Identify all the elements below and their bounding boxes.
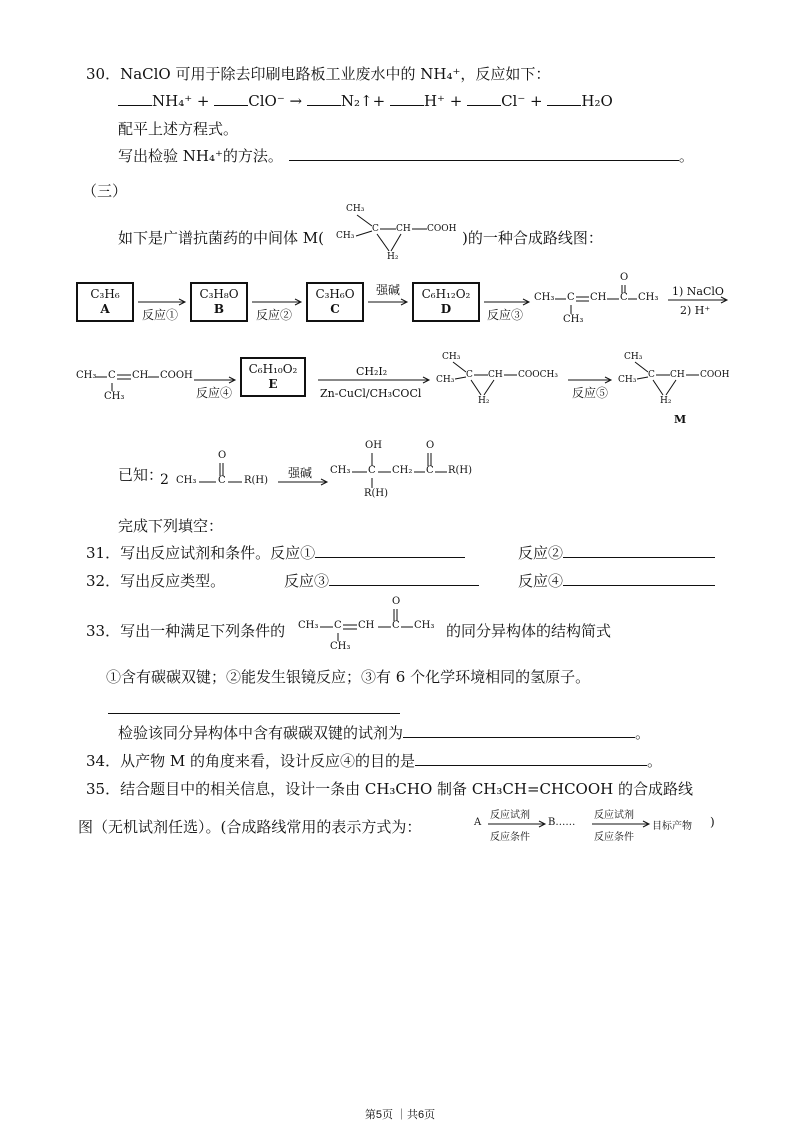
known-product xyxy=(330,440,490,502)
route-reagent-1: 反应试剂 xyxy=(490,810,530,821)
intro-post: )的一种合成路线图： xyxy=(462,229,603,247)
atom: CH₂ xyxy=(392,465,413,476)
arrow-label: 反应③ xyxy=(487,308,524,322)
route1-product xyxy=(534,272,666,328)
atom: C xyxy=(108,370,116,381)
bonds xyxy=(330,440,490,502)
blank-2[interactable] xyxy=(214,91,248,106)
q32-blank-1[interactable] xyxy=(329,571,479,586)
atom: C xyxy=(620,292,628,303)
q34-line xyxy=(86,750,662,771)
atom: C xyxy=(334,620,342,631)
q35-line2: 图（无机试剂任选）。(合成路线常用的表示方式为： xyxy=(78,818,422,836)
atom: CH xyxy=(358,620,375,631)
q35-route-example xyxy=(474,806,726,842)
route-reagent-2: 反应试剂 xyxy=(594,810,634,821)
atom: CH₃ xyxy=(436,375,455,385)
atom: COOCH₃ xyxy=(518,370,558,380)
q32-blank-2[interactable] xyxy=(563,571,715,586)
atom: H₂ xyxy=(387,252,399,262)
eq-term-2: ClO⁻ → xyxy=(248,92,303,110)
formula: C₃H₆ xyxy=(90,287,120,301)
arrow-label-bottom: 2) H⁺ xyxy=(680,304,711,317)
q30-answer-blank[interactable] xyxy=(289,146,679,161)
q31-line xyxy=(86,542,465,563)
atom: CH₃ xyxy=(176,475,197,486)
formula: C₆H₁₂O₂ xyxy=(421,287,471,301)
atom: C xyxy=(426,465,434,476)
intro-pre: 如下是广谱抗菌药的中间体 M( xyxy=(118,229,324,247)
route-condition-1: 反应条件 xyxy=(490,832,530,843)
blank-4[interactable] xyxy=(390,91,424,106)
blank-3[interactable] xyxy=(307,91,341,106)
q30-line4 xyxy=(118,145,694,166)
atom: CH₃ xyxy=(534,292,555,303)
route-condition-2: 反应条件 xyxy=(594,832,634,843)
q30-line1: 30．NaClO 可用于除去印刷电路板工业废水中的 NH₄⁺，反应如下： xyxy=(86,65,551,83)
q33-answer-blank[interactable] xyxy=(108,712,400,714)
arrow-label-bottom: Zn-CuCl/CH₃COCl xyxy=(320,387,422,400)
atom: R(H) xyxy=(448,465,473,476)
known-label: 已知： xyxy=(118,466,164,484)
q31-prompt: 31．写出反应试剂和条件。反应① xyxy=(86,544,316,562)
label: E xyxy=(268,377,278,391)
q31-blank-2[interactable] xyxy=(563,543,715,558)
atom: H₂ xyxy=(478,396,490,406)
bonds xyxy=(298,596,446,654)
formula: C₃H₈O xyxy=(199,287,239,301)
q32-r3: 反应③ xyxy=(284,572,330,590)
q30-line3: 配平上述方程式。 xyxy=(118,120,239,138)
q32-part2 xyxy=(518,570,715,591)
q33-check-line xyxy=(118,722,650,743)
atom: CH₃ xyxy=(104,391,125,402)
atom: COOH xyxy=(160,370,193,381)
arrow-label-top: 1) NaClO xyxy=(672,285,724,298)
atom: CH₃ xyxy=(638,292,659,303)
intro-molecule-M xyxy=(330,198,462,266)
atom: CH₃ xyxy=(346,204,365,214)
arrow-label: 强碱 xyxy=(288,466,313,480)
q33-check: 检验该同分异构体中含有碳碳双键的试剂为 xyxy=(118,724,404,742)
q33-pre: 33．写出一种满足下列条件的 xyxy=(86,622,286,640)
fill-instruction: 完成下列填空： xyxy=(118,517,224,535)
q30-end: 。 xyxy=(678,147,694,165)
atom: O xyxy=(620,272,629,283)
atom: CH₃ xyxy=(336,231,355,241)
q32-r4: 反应④ xyxy=(518,572,564,590)
q34-end: 。 xyxy=(646,752,662,770)
atom: C xyxy=(392,620,400,631)
page-footer: 第5页 ｜共6页 xyxy=(364,1109,436,1121)
eq-term-4: H⁺ + xyxy=(423,92,463,110)
arrow-label: 强碱 xyxy=(376,283,401,297)
route2-arrows xyxy=(0,340,800,410)
arrow-label: 反应④ xyxy=(196,386,233,400)
bonds xyxy=(534,272,666,328)
label: C xyxy=(330,302,340,316)
atom: C xyxy=(218,475,226,486)
atom: H₂ xyxy=(660,396,672,406)
atom: O xyxy=(392,596,401,607)
arrow-label: 反应② xyxy=(256,308,293,322)
coefficient: 2 xyxy=(160,472,169,488)
route-arrows xyxy=(474,806,726,842)
atom: R(H) xyxy=(364,488,389,499)
atom: CH xyxy=(132,370,149,381)
route-A: A xyxy=(474,817,482,828)
atom: COOH xyxy=(700,370,730,380)
formula: C₃H₆O xyxy=(315,287,355,301)
label: B xyxy=(213,302,225,316)
atom: O xyxy=(218,450,227,461)
route-close: ) xyxy=(710,815,715,829)
atom: CH xyxy=(396,224,411,234)
atom: C xyxy=(567,292,575,303)
eq-term-6: H₂O xyxy=(581,92,613,110)
atom: CH₃ xyxy=(298,620,319,631)
eq-term-3: N₂↑+ xyxy=(340,92,386,110)
section-heading: （三） xyxy=(82,182,128,200)
q30-equation xyxy=(118,91,613,110)
atom: CH₃ xyxy=(442,352,461,362)
atom: CH₃ xyxy=(330,641,351,652)
q32-part1 xyxy=(284,570,479,591)
q30-prompt: 写出检验 NH₄⁺的方法。 xyxy=(118,147,283,165)
arrow-label: 反应⑤ xyxy=(572,386,609,400)
label: A xyxy=(100,302,110,316)
q32-prompt: 32．写出反应类型。 xyxy=(86,572,226,590)
atom: C xyxy=(648,370,655,380)
arrow-label: 反应① xyxy=(142,308,179,322)
label: D xyxy=(440,302,452,316)
bonds xyxy=(330,198,462,266)
atom: CH₃ xyxy=(624,352,643,362)
q34-prompt: 34．从产物 M 的角度来看，设计反应④的目的是 xyxy=(86,752,415,770)
q31-blank-1[interactable] xyxy=(315,543,465,558)
atom: CH xyxy=(670,370,685,380)
atom: R(H) xyxy=(244,475,269,486)
atom: O xyxy=(426,440,435,451)
label-M: M xyxy=(674,413,687,426)
atom: CH xyxy=(590,292,607,303)
q33-conditions: ①含有碳碳双键；②能发生银镜反应；③有 6 个化学环境相同的氢原子。 xyxy=(106,668,591,686)
q33-check-blank[interactable] xyxy=(403,723,635,738)
atom: OH xyxy=(365,440,382,451)
atom: CH xyxy=(488,370,503,380)
q35-line1: 35．结合题目中的相关信息，设计一条由 CH₃CHO 制备 CH₃CH=CHCOOH 的合成路线 xyxy=(86,780,693,798)
atom: CH₃ xyxy=(330,465,351,476)
route-B: B…… xyxy=(548,817,576,828)
eq-term-1: NH₄⁺ + xyxy=(152,92,210,110)
arrow-label-top: CH₂I₂ xyxy=(356,365,388,378)
blank-1[interactable] xyxy=(118,91,152,106)
atom: CH₃ xyxy=(76,370,97,381)
atom: C xyxy=(372,224,379,234)
q33-post: 的同分异构体的结构简式 xyxy=(446,622,612,640)
q34-blank[interactable] xyxy=(415,751,647,766)
eq-term-5: Cl⁻ + xyxy=(501,92,543,110)
q31-r2: 反应② xyxy=(518,544,564,562)
q31-part2 xyxy=(518,542,715,563)
formula: C₆H₁₀O₂ xyxy=(248,362,298,376)
q33-end: 。 xyxy=(635,724,651,742)
route-target: 目标产物 xyxy=(652,821,692,832)
atom: COOH xyxy=(427,224,457,234)
atom: CH₃ xyxy=(563,314,584,325)
blank-5[interactable] xyxy=(467,91,501,106)
atom: CH₃ xyxy=(618,375,637,385)
q33-molecule xyxy=(298,596,446,654)
atom: CH₃ xyxy=(414,620,435,631)
atom: C xyxy=(368,465,376,476)
atom: C xyxy=(466,370,473,380)
blank-6[interactable] xyxy=(547,91,581,106)
